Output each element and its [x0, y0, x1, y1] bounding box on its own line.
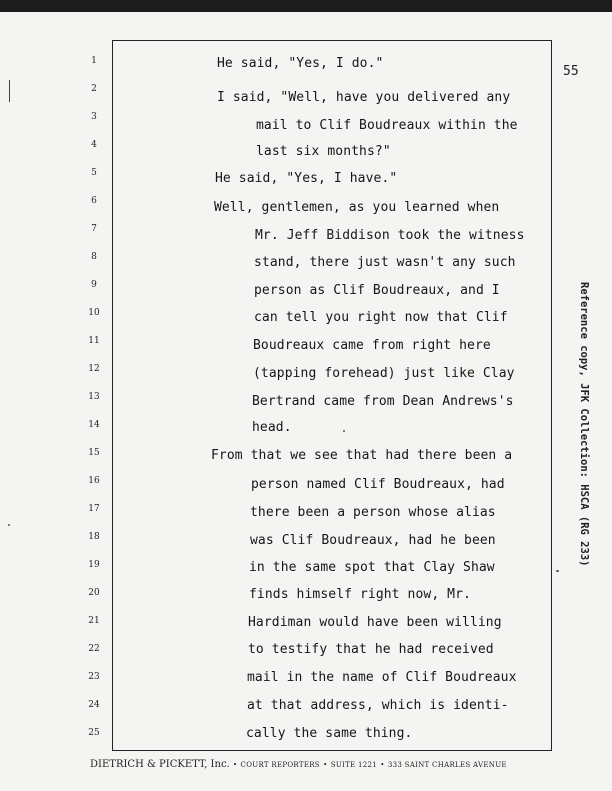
line-number: 21: [88, 616, 100, 626]
footer-suite: SUITE 1221: [330, 761, 377, 769]
court-reporter-footer: [90, 759, 540, 770]
transcript-line: I said, "Well, have you delivered any: [217, 90, 511, 105]
transcript-line: He said, "Yes, I do.": [217, 56, 384, 71]
transcript-line: person named Clif Boudreaux, had: [251, 477, 505, 492]
transcript-line: head.: [252, 420, 292, 435]
footer-firm: DIETRICH & PICKETT, Inc.: [90, 759, 230, 770]
line-number: 24: [88, 700, 100, 710]
line-number: 5: [91, 168, 97, 178]
footer-address: 333 SAINT CHARLES AVENUE: [387, 761, 507, 769]
transcript-line: finds himself right now, Mr.: [249, 587, 471, 602]
transcript-line: to testify that he had received: [248, 642, 494, 657]
line-number: 25: [88, 728, 100, 738]
transcript-line: last six months?": [256, 144, 391, 159]
line-number: 9: [91, 280, 97, 290]
line-number-column: [0, 0, 112, 791]
scan-speck: [343, 430, 345, 432]
transcript-line: can tell you right now that Clif: [254, 310, 508, 325]
footer-role: COURT REPORTERS: [240, 761, 320, 769]
line-number: 8: [91, 252, 97, 262]
transcript-line: was Clif Boudreaux, had he been: [250, 533, 496, 548]
line-number: 14: [88, 420, 100, 430]
line-number: 15: [88, 448, 100, 458]
page-number: 55: [563, 64, 579, 79]
transcript-line: Well, gentlemen, as you learned when: [214, 200, 500, 215]
transcript-line: there been a person whose alias: [250, 505, 496, 520]
transcript-line: stand, there just wasn't any such: [254, 255, 516, 270]
line-number: 3: [91, 112, 97, 122]
transcript-line: in the same spot that Clay Shaw: [249, 560, 495, 575]
line-number: 1: [91, 56, 97, 66]
footer-separator: •: [323, 761, 328, 769]
transcript-line: mail to Clif Boudreaux within the: [256, 118, 518, 133]
line-number: 6: [91, 196, 97, 206]
footer-separator: •: [380, 761, 385, 769]
transcript-line: person as Clif Boudreaux, and I: [254, 283, 500, 298]
line-number: 22: [88, 644, 100, 654]
transcript-line: Hardiman would have been willing: [248, 615, 502, 630]
transcript-line: From that we see that had there been a: [211, 448, 513, 463]
footer-separator: •: [232, 761, 238, 769]
line-number: 20: [88, 588, 100, 598]
line-number: 16: [88, 476, 100, 486]
archive-reference-note: Reference copy, JFK Collection: HSCA (RG 233): [578, 282, 590, 567]
transcript-line: mail in the name of Clif Boudreaux: [247, 670, 517, 685]
line-number: 10: [88, 308, 100, 318]
transcript-line: Mr. Jeff Biddison took the witness: [255, 228, 525, 243]
line-number: 13: [88, 392, 100, 402]
transcript-line: cally the same thing.: [246, 726, 413, 741]
transcript-line: at that address, which is identi-: [247, 698, 509, 713]
transcript-line: He said, "Yes, I have.": [215, 171, 398, 186]
line-number: 18: [88, 532, 100, 542]
line-number: 4: [91, 140, 97, 150]
line-number: 2: [91, 84, 97, 94]
scan-speck: [556, 570, 559, 572]
transcript-line: Bertrand came from Dean Andrews's: [252, 394, 514, 409]
line-number: 17: [88, 504, 100, 514]
line-number: 11: [88, 336, 100, 346]
line-number: 12: [88, 364, 100, 374]
transcript-line: Boudreaux came from right here: [253, 338, 491, 353]
transcript-line: (tapping forehead) just like Clay: [253, 366, 515, 381]
line-number: 23: [88, 672, 100, 682]
line-number: 7: [91, 224, 97, 234]
line-number: 19: [88, 560, 100, 570]
scan-speck: [8, 524, 10, 526]
